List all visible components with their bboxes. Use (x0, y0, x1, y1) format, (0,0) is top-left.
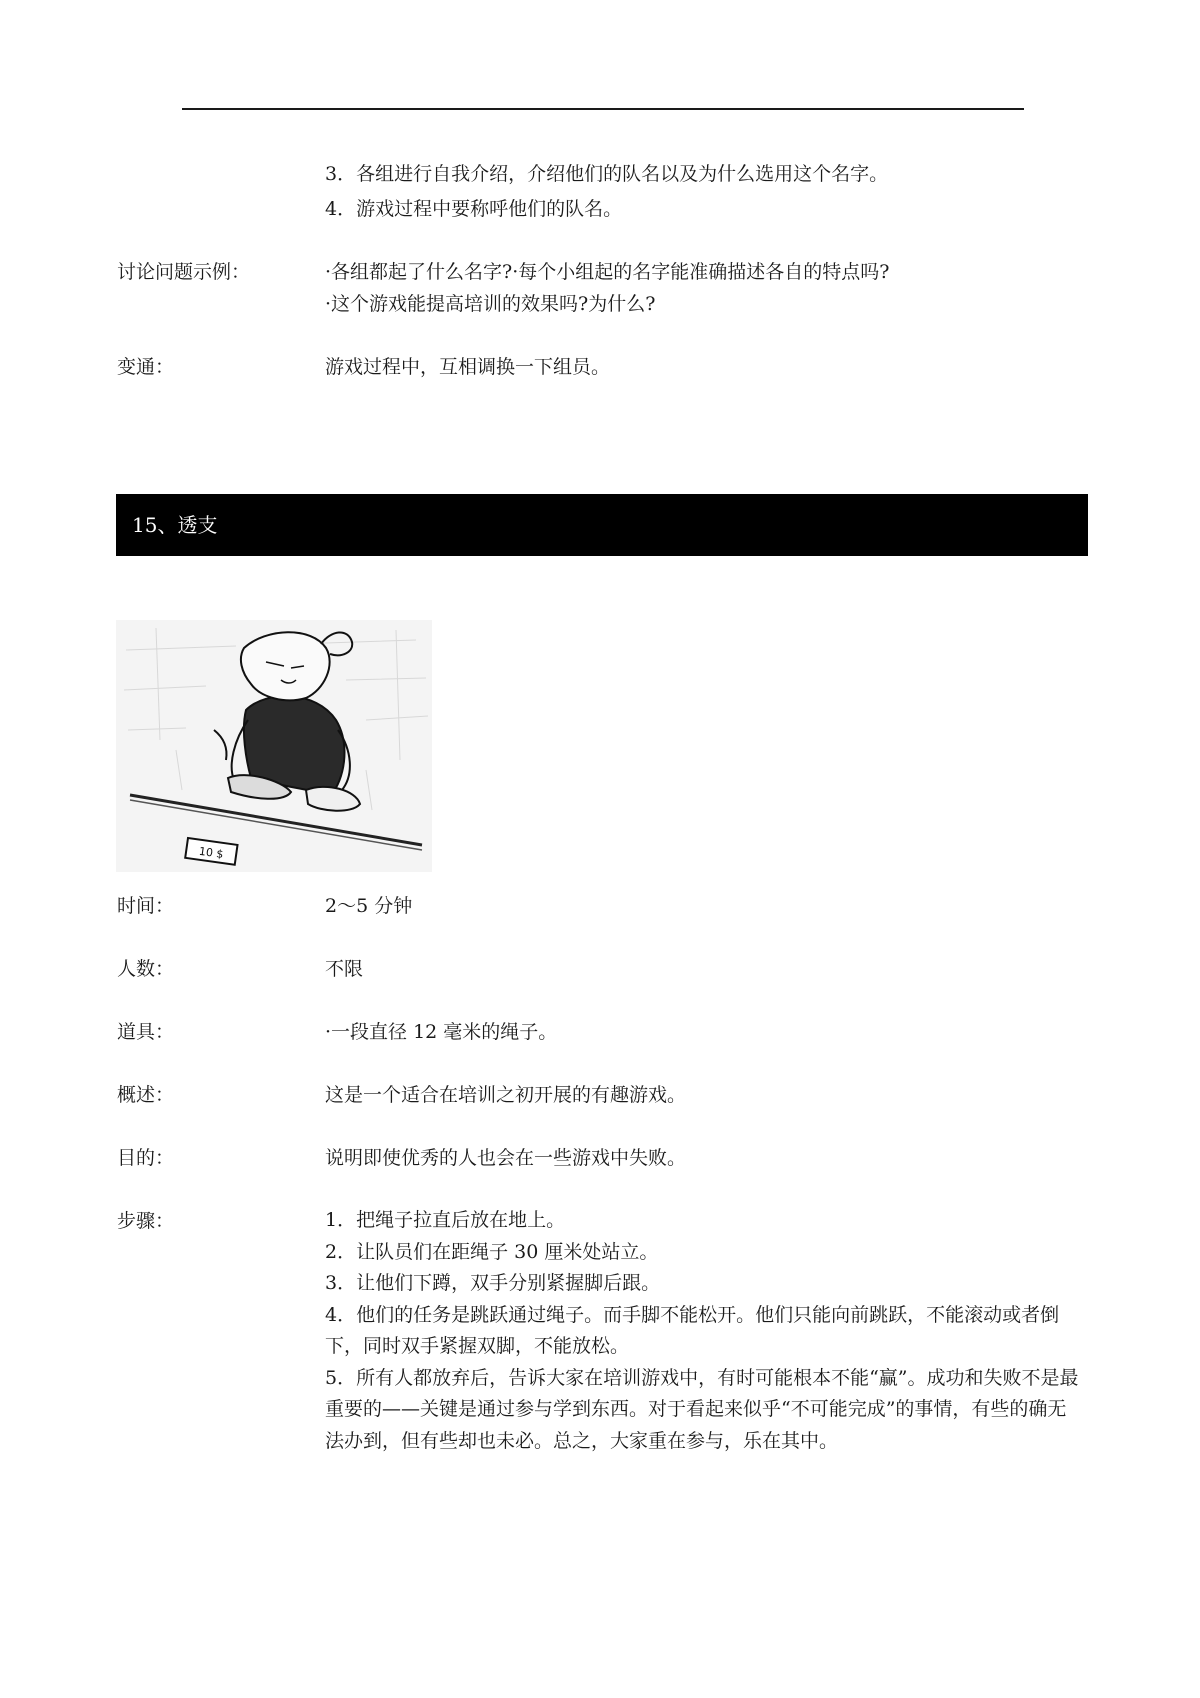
variation-label: 变通： (117, 356, 175, 378)
variation-value: 游戏过程中，互相调换一下组员。 (325, 356, 611, 378)
step-item: 4．他们的任务是跳跃通过绳子。而手脚不能松开。他们只能向前跳跃，不能滚动或者倒下，同时双手紧握双脚，不能放松。 (325, 1303, 1060, 1357)
step-item: 5．所有人都放弃后，告诉大家在培训游戏中，有时可能根本不能“赢”。成功和失败不是最重要的——关键是通过参与学到东西。对于看起来似乎“不可能完成”的事情，有些的确无法办到，但有些却也未必。总之，大家重在参与，乐在其中。 (325, 1366, 1079, 1452)
section-title: 15、透支 (132, 513, 218, 537)
discussion-label: 讨论问题示例： (117, 261, 251, 283)
people-value: 不限 (325, 958, 364, 980)
time-label: 时间： (117, 895, 175, 917)
prev-step-4: 4．游戏过程中要称呼他们的队名。 (325, 198, 623, 220)
steps-label: 步骤： (117, 1210, 175, 1232)
header-rule (182, 108, 1024, 110)
step-item: 3．让他们下蹲，双手分别紧握脚后跟。 (325, 1272, 661, 1294)
banknote-label: 10 $ (198, 844, 225, 862)
section-banner (116, 494, 1088, 556)
purpose-label: 目的： (117, 1147, 175, 1169)
people-label: 人数： (117, 958, 175, 980)
steps-list (325, 1205, 1085, 1457)
step-item: 2．让队员们在距绳子 30 厘米处站立。 (325, 1240, 659, 1263)
overview-label: 概述： (117, 1084, 175, 1106)
prev-step-3: 3．各组进行自我介绍，介绍他们的队名以及为什么选用这个名字。 (325, 163, 889, 185)
crouching-person-illustration (116, 620, 432, 872)
purpose-value: 说明即使优秀的人也会在一些游戏中失败。 (325, 1147, 687, 1169)
time-value: 2～5 分钟 (325, 895, 413, 917)
discussion-item: ·这个游戏能提高培训的效果吗?为什么? (325, 293, 656, 315)
step-item: 1．把绳子拉直后放在地上。 (325, 1209, 566, 1231)
props-label: 道具： (117, 1021, 175, 1043)
props-value: ·一段直径 12 毫米的绳子。 (325, 1021, 558, 1043)
overview-value: 这是一个适合在培训之初开展的有趣游戏。 (325, 1084, 687, 1106)
discussion-item: ·各组都起了什么名字?·每个小组起的名字能准确描述各自的特点吗? (325, 261, 890, 283)
